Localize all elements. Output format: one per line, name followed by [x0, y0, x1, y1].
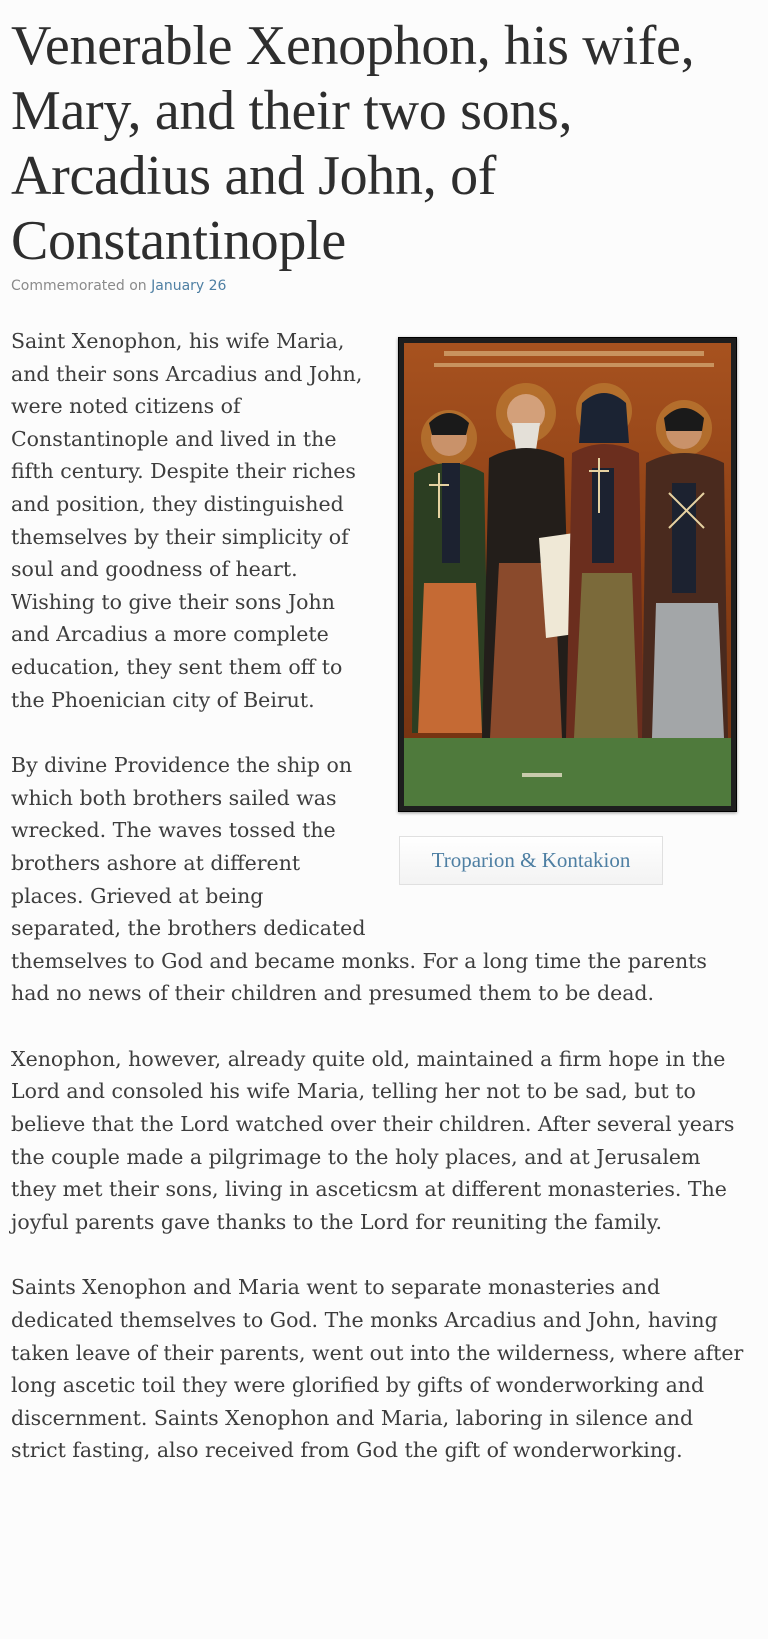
page-title: Venerable Xenophon, his wife, Mary, and their two sons, Arcadius and John, of Constantinople [11, 15, 695, 272]
commemoration-line [11, 278, 226, 294]
paragraph: Xenophon, however, already quite old, maintained a firm hope in the Lord and consoled his wife Maria, telling her not to be sad, but to believe that the Lord watched over their children. After several years the couple made a pilgrimage to the holy places, and at Jerusalem they met their sons, living in asceticsm at different monasteries. The joyful parents gave thanks to the Lord for reuniting the family. [11, 1046, 735, 1234]
paragraph: Saints Xenophon and Maria went to separate monasteries and dedicated themselves to God. The monks Arcadius and John, having taken leave of their parents, went out into the wilderness, where after long ascetic toil they were glorified by gifts of wonderworking and discernment. Saints Xenophon and Maria, laboring in silence and strict fasting, also received from God the gift of wonderworking. [11, 1275, 744, 1463]
life-text [11, 325, 751, 1500]
paragraph: Saint Xenophon, his wife Maria, and their sons Arcadius and John, were noted citizens of Constantinople and lived in the fifth century. Despite their riches and position, they distinguished themselves by their simplicity of soul and goodness of heart. Wishing to give their sons John and Arcadius a more complete education, they sent them off to the Phoenician city of Beirut. [11, 329, 363, 712]
commemoration-prefix: Commemorated on [11, 278, 147, 294]
paragraph: By divine Providence the ship on which both brothers sailed was wrecked. The waves tossed the brothers ashore at different places. Grieved at being separated, the brothers dedicated themselves to God and became monks. For a long time the parents had no news of their children and presumed them to be dead. [11, 753, 707, 1006]
icon-float-spacer [371, 325, 751, 921]
troparion-kontakion-button[interactable]: Troparion & Kontakion [399, 836, 663, 885]
commemoration-date-link[interactable]: January 26 [151, 278, 227, 294]
